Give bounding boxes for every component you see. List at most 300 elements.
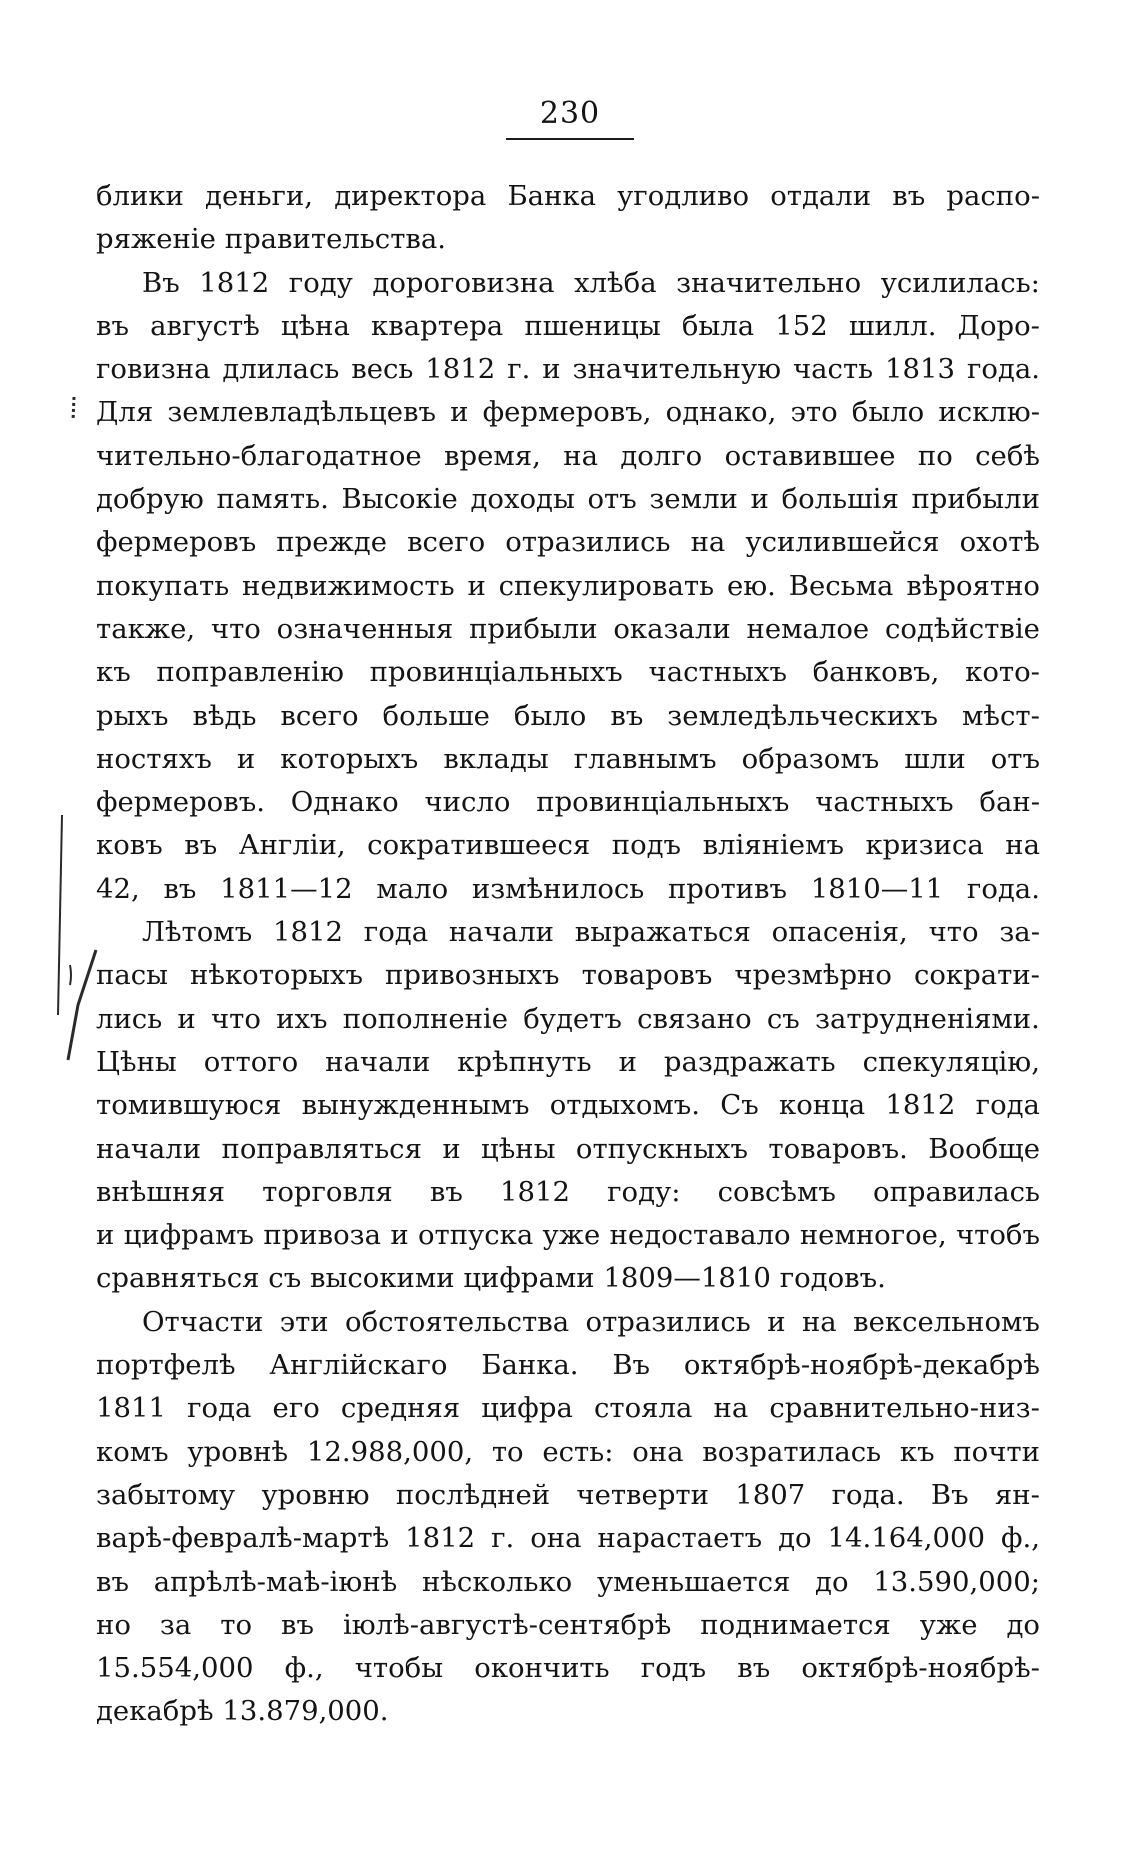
- word: шилл.: [848, 309, 937, 342]
- word: Банка: [507, 180, 596, 212]
- word: говизна: [96, 353, 211, 386]
- word: въ: [184, 829, 218, 862]
- word: окончить: [474, 1652, 610, 1685]
- text-line: [96, 1171, 1040, 1214]
- word: уменьшается: [596, 1565, 791, 1598]
- text-line: [96, 521, 1040, 564]
- word: оттого: [203, 1045, 299, 1078]
- word: 1811—12: [220, 872, 353, 905]
- word: означенныя: [276, 612, 454, 645]
- word: Банка.: [481, 1349, 579, 1382]
- word: эти: [279, 1305, 329, 1338]
- word: значительно: [676, 266, 862, 299]
- word: Лѣтомъ: [142, 916, 253, 949]
- text-line: [96, 998, 1040, 1041]
- word: г.: [507, 353, 531, 386]
- word: внѣшняя: [96, 1175, 225, 1208]
- word: мѣст-: [962, 699, 1040, 732]
- word: пшеницы: [524, 309, 661, 342]
- word: и: [96, 1219, 115, 1252]
- word: и: [750, 483, 769, 516]
- text-line: [96, 1387, 1040, 1430]
- word: Въ: [612, 1349, 651, 1382]
- word: чтобы: [354, 1652, 444, 1685]
- word: себѣ: [975, 439, 1040, 472]
- word: нѣсколько: [422, 1565, 573, 1598]
- word: года.: [831, 1478, 905, 1511]
- word: время,: [444, 439, 541, 472]
- word: доходы: [470, 483, 575, 516]
- text-line: [96, 1084, 1040, 1127]
- word: Англіи,: [238, 829, 346, 862]
- word: Англійскаго: [269, 1349, 448, 1382]
- word: мало: [376, 872, 449, 905]
- word: совсѣмъ: [717, 1175, 836, 1208]
- word: 1812: [885, 1089, 956, 1122]
- text-line: [96, 868, 1040, 911]
- word: 1812: [405, 1522, 476, 1555]
- word: правительства.: [224, 223, 447, 256]
- word: вынужденнымъ: [301, 1089, 530, 1122]
- word: спекулировать: [498, 569, 715, 602]
- word: больше: [382, 699, 490, 732]
- text-line: [96, 1561, 1040, 1604]
- word: декабрѣ: [96, 1695, 214, 1728]
- word: въ: [610, 699, 644, 732]
- word: чрезмѣрно: [734, 959, 892, 992]
- word: землевладѣльцевъ: [167, 396, 436, 429]
- word: банковъ,: [812, 656, 940, 689]
- word: но: [96, 1608, 131, 1641]
- word: затрудненіями.: [815, 1002, 1040, 1035]
- margin-bracket-mark: [50, 815, 110, 1115]
- text-line: [96, 608, 1040, 651]
- word: на: [801, 1305, 837, 1338]
- word: октябрѣ-ноябрѣ-: [801, 1652, 1040, 1685]
- word: будетъ: [523, 1002, 622, 1035]
- word: на: [563, 439, 598, 472]
- word: отразились: [505, 526, 671, 559]
- word: варѣ-февралѣ-мартѣ: [96, 1522, 390, 1555]
- word: была: [681, 309, 755, 342]
- word: что: [210, 1002, 261, 1035]
- word: Съ: [720, 1089, 759, 1122]
- word: также,: [96, 612, 196, 645]
- word: къ: [899, 1435, 935, 1468]
- word: пополненіе: [342, 1002, 508, 1035]
- word: 1812: [199, 266, 270, 299]
- word: фермеровъ.: [96, 786, 265, 819]
- word: чительно-благодатное: [96, 439, 422, 472]
- word: немалое: [746, 612, 870, 645]
- word: блики: [96, 180, 184, 212]
- word: до: [815, 1565, 849, 1598]
- word: Въ: [930, 1478, 969, 1511]
- word: усилилась:: [880, 266, 1040, 299]
- word: года: [187, 1392, 252, 1425]
- word: бан-: [979, 786, 1040, 819]
- word: опасенія,: [771, 916, 908, 949]
- word: 1812: [500, 1175, 570, 1208]
- word: привозныхъ: [385, 959, 560, 992]
- word: и: [767, 1305, 786, 1338]
- text-line: [96, 348, 1040, 391]
- text-line: [96, 435, 1040, 478]
- page-number-rule: [506, 138, 634, 140]
- word: прибыли: [469, 612, 598, 645]
- word: вѣдь: [192, 699, 257, 732]
- word: августѣ: [150, 309, 260, 342]
- word: году: [288, 266, 353, 299]
- word: 13.590,000;: [873, 1565, 1040, 1598]
- text-line: [96, 478, 1040, 521]
- word: Для: [96, 396, 154, 429]
- word: ф.,: [284, 1652, 324, 1685]
- word: вѣроятно: [906, 569, 1040, 602]
- word: Отчасти: [142, 1305, 264, 1338]
- word: начали: [96, 1132, 202, 1165]
- word: отпускныхъ: [575, 1132, 748, 1165]
- word: есть:: [542, 1435, 614, 1468]
- word: цифрами: [463, 1262, 595, 1295]
- word: 14.164,000: [827, 1522, 986, 1555]
- word: угодливо: [617, 180, 750, 212]
- word: то: [491, 1435, 524, 1468]
- word: частныхъ: [648, 656, 787, 689]
- word: до: [778, 1522, 812, 1555]
- text-line: [96, 175, 1040, 218]
- word: сравнительно-низ-: [769, 1392, 1040, 1425]
- word: ею.: [726, 569, 776, 602]
- word: до: [1006, 1608, 1040, 1641]
- word: ихъ: [276, 1002, 328, 1035]
- word: по: [917, 439, 953, 472]
- word: длилась: [222, 353, 340, 386]
- word: г.: [491, 1522, 515, 1555]
- word: 1807: [735, 1478, 806, 1511]
- word: и: [390, 1219, 409, 1252]
- word: цифра: [481, 1392, 573, 1425]
- word: привоза: [263, 1219, 382, 1252]
- word: шли: [904, 742, 966, 775]
- word: всего: [280, 699, 359, 732]
- word: къ: [96, 656, 131, 689]
- word: высокими: [310, 1262, 455, 1295]
- word: нѣкоторыхъ: [190, 959, 363, 992]
- word: 12.988,000,: [306, 1435, 474, 1468]
- word: 15.554,000: [96, 1652, 254, 1685]
- word: большія: [781, 483, 899, 516]
- word: покупать: [96, 569, 230, 602]
- word: цѣны: [481, 1132, 556, 1165]
- word: годъ: [640, 1652, 707, 1685]
- word: немногое,: [799, 1219, 947, 1252]
- word: образомъ: [741, 742, 880, 775]
- word: уровню: [261, 1478, 370, 1511]
- word: Вообще: [928, 1132, 1040, 1165]
- word: память.: [216, 483, 329, 516]
- word: выражаться: [574, 916, 751, 949]
- word: стояла: [593, 1392, 693, 1425]
- word: распо-: [946, 180, 1040, 212]
- text-line: [96, 262, 1040, 305]
- word: оказали: [613, 612, 731, 645]
- word: начали: [448, 916, 554, 949]
- word: на: [1005, 829, 1040, 862]
- word: было: [851, 396, 925, 429]
- text-line: [96, 1647, 1040, 1690]
- word: сократи-: [913, 959, 1040, 992]
- word: на: [713, 1392, 749, 1425]
- word: частныхъ: [815, 786, 954, 819]
- word: измѣнилось: [471, 872, 645, 905]
- word: средняя: [340, 1392, 461, 1425]
- word: и: [618, 1045, 637, 1078]
- word: послѣдней: [395, 1478, 551, 1511]
- word: недвижимость: [242, 569, 455, 602]
- word: ф.,: [1000, 1522, 1040, 1555]
- word: отъ: [587, 483, 637, 516]
- word: октябрѣ-ноябрѣ-декабрѣ: [683, 1349, 1040, 1382]
- word: земли: [649, 483, 738, 516]
- word: обстоятельства: [345, 1305, 570, 1338]
- word: пасы: [96, 959, 169, 992]
- word: въ: [280, 1608, 314, 1641]
- word: и: [542, 353, 561, 386]
- word: въ: [429, 1175, 463, 1208]
- word: годовъ.: [779, 1262, 886, 1295]
- word: іюлѣ-августѣ-сентябрѣ: [342, 1608, 672, 1641]
- word: 152: [775, 309, 828, 342]
- word: вклады: [443, 742, 549, 775]
- word: его: [272, 1392, 320, 1425]
- word: ностяхъ: [96, 742, 212, 775]
- word: крѣпнуть: [457, 1045, 592, 1078]
- word: исклю-: [938, 396, 1040, 429]
- word: и: [177, 1002, 196, 1035]
- word: года.: [966, 353, 1040, 386]
- word: уже: [542, 1219, 601, 1252]
- word: товаровъ: [581, 959, 713, 992]
- text-line: [96, 738, 1040, 781]
- word: поправленію: [156, 656, 344, 689]
- word: раздражать: [663, 1045, 836, 1078]
- word: недоставало: [609, 1219, 791, 1252]
- word: за-: [999, 916, 1040, 949]
- word: рыхъ: [96, 699, 169, 732]
- word: вексельномъ: [853, 1305, 1040, 1338]
- word: что: [928, 916, 979, 949]
- word: противъ: [667, 872, 787, 905]
- text-line: [96, 305, 1040, 348]
- word: деньги,: [205, 180, 314, 212]
- word: конца: [779, 1089, 866, 1122]
- word: года: [363, 916, 429, 949]
- text-line: [96, 1214, 1040, 1257]
- text-line: [96, 391, 1040, 434]
- word: провинціальныхъ: [536, 786, 790, 819]
- word: однако,: [665, 396, 777, 429]
- text-line: [96, 954, 1040, 997]
- word: четверти: [576, 1478, 709, 1511]
- word: содѣйствіе: [884, 612, 1040, 645]
- word: фермеровъ: [96, 526, 257, 559]
- word: то: [220, 1608, 253, 1641]
- word: портфелѣ: [96, 1349, 236, 1382]
- word: и: [236, 742, 256, 775]
- text-line: [96, 651, 1040, 694]
- word: съ: [268, 1262, 302, 1295]
- word: всего: [407, 526, 486, 559]
- word: товаровъ.: [768, 1132, 908, 1165]
- word: директора: [334, 180, 487, 212]
- word: въ: [96, 1565, 129, 1598]
- text-line: [96, 824, 1040, 867]
- word: квартера: [371, 309, 504, 342]
- word: число: [424, 786, 511, 819]
- word: 1811: [96, 1392, 166, 1425]
- word: года.: [966, 872, 1040, 905]
- text-line: [96, 565, 1040, 608]
- word: 1809—1810: [603, 1262, 771, 1295]
- word: провинціальныхъ: [369, 656, 623, 689]
- word: поднимается: [700, 1608, 891, 1641]
- word: и: [450, 396, 469, 429]
- word: Весьма: [788, 569, 894, 602]
- word: сократившееся: [367, 829, 591, 862]
- word: она: [530, 1522, 582, 1555]
- word: хлѣба: [574, 266, 657, 299]
- word: ряженіе: [96, 223, 216, 256]
- word: торговля: [262, 1175, 393, 1208]
- word: подъ: [611, 829, 682, 862]
- text-line: [96, 1128, 1040, 1171]
- word: отъ: [990, 742, 1040, 775]
- word: вліяніемъ: [702, 829, 844, 862]
- word: почти: [953, 1435, 1040, 1468]
- word: отразились: [585, 1305, 751, 1338]
- word: оправилась: [873, 1175, 1040, 1208]
- word: томившуюся: [96, 1089, 282, 1122]
- text-line: [96, 911, 1040, 954]
- word: ян-: [994, 1478, 1040, 1511]
- word: усилившейся: [745, 526, 940, 559]
- word: 42,: [96, 872, 140, 905]
- text-line: [96, 1517, 1040, 1560]
- text-line: [96, 1344, 1040, 1387]
- word: что: [210, 612, 261, 645]
- word: комъ: [96, 1435, 169, 1468]
- text-line: [96, 695, 1040, 738]
- word: нарастаетъ: [597, 1522, 763, 1555]
- margin-tick-mark: [66, 395, 86, 425]
- word: апрѣлѣ-маѣ-іюнѣ: [153, 1565, 398, 1598]
- word: добрую: [96, 483, 204, 516]
- word: начали: [325, 1045, 431, 1078]
- word: и: [467, 569, 486, 602]
- word: фермеровъ,: [482, 396, 652, 429]
- page-number: 230: [539, 96, 601, 131]
- word: и: [442, 1132, 461, 1165]
- word: году:: [607, 1175, 681, 1208]
- word: оставившее: [724, 439, 896, 472]
- word: долго: [620, 439, 703, 472]
- word: кризиса: [865, 829, 984, 862]
- text-line: [96, 1301, 1040, 1344]
- word: главнымъ: [573, 742, 717, 775]
- word: которыхъ: [280, 742, 419, 775]
- word: уровнѣ: [187, 1435, 289, 1468]
- word: чтобъ: [955, 1219, 1040, 1252]
- word: значительную: [572, 353, 782, 386]
- word: спекуляцію,: [862, 1045, 1040, 1078]
- page-text: [96, 175, 1040, 1734]
- word: дороговизна: [372, 266, 555, 299]
- word: года: [975, 1089, 1040, 1122]
- word: 1812: [425, 353, 496, 386]
- word: ковъ: [96, 829, 163, 862]
- text-line: [96, 1431, 1040, 1474]
- word: за: [159, 1608, 192, 1641]
- word: отдали: [770, 180, 872, 212]
- word: земледѣльческихъ: [667, 699, 939, 732]
- text-line: [96, 781, 1040, 824]
- word: въ: [96, 309, 129, 342]
- word: цѣна: [280, 309, 350, 342]
- word: Высокіе: [341, 483, 458, 516]
- word: возратилась: [702, 1435, 882, 1468]
- word: Доро-: [957, 309, 1040, 342]
- word: уже: [919, 1608, 978, 1641]
- word: Въ: [142, 266, 180, 299]
- word: 1810—11: [810, 872, 944, 905]
- word: въ: [892, 180, 926, 212]
- word: цифрамъ: [123, 1219, 255, 1252]
- text-line: [96, 1690, 1040, 1733]
- word: Цѣны: [96, 1045, 177, 1078]
- text-line: [96, 1474, 1040, 1517]
- word: она: [632, 1435, 684, 1468]
- word: кото-: [965, 656, 1040, 689]
- word: весь: [351, 353, 414, 386]
- word: прибыли: [911, 483, 1040, 516]
- text-line: [96, 218, 1040, 261]
- word: 1812: [273, 916, 343, 949]
- word: это: [790, 396, 838, 429]
- word: сравняться: [96, 1262, 260, 1295]
- word: забытому: [96, 1478, 236, 1511]
- word: на: [690, 526, 726, 559]
- word: 1813: [885, 353, 956, 386]
- text-line: [96, 1604, 1040, 1647]
- text-line: [96, 1041, 1040, 1084]
- word: въ: [737, 1652, 771, 1685]
- word: было: [513, 699, 587, 732]
- word: часть: [792, 353, 874, 386]
- word: съ: [766, 1002, 800, 1035]
- word: поправляться: [221, 1132, 422, 1165]
- word: охотѣ: [959, 526, 1040, 559]
- word: лись: [96, 1002, 163, 1035]
- word: отдыхомъ.: [549, 1089, 701, 1122]
- word: въ: [163, 872, 197, 905]
- word: отпуска: [417, 1219, 534, 1252]
- word: прежде: [276, 526, 387, 559]
- text-line: [96, 1257, 1040, 1300]
- word: связано: [637, 1002, 752, 1035]
- word: Однако: [290, 786, 399, 819]
- word: 13.879,000.: [222, 1695, 389, 1728]
